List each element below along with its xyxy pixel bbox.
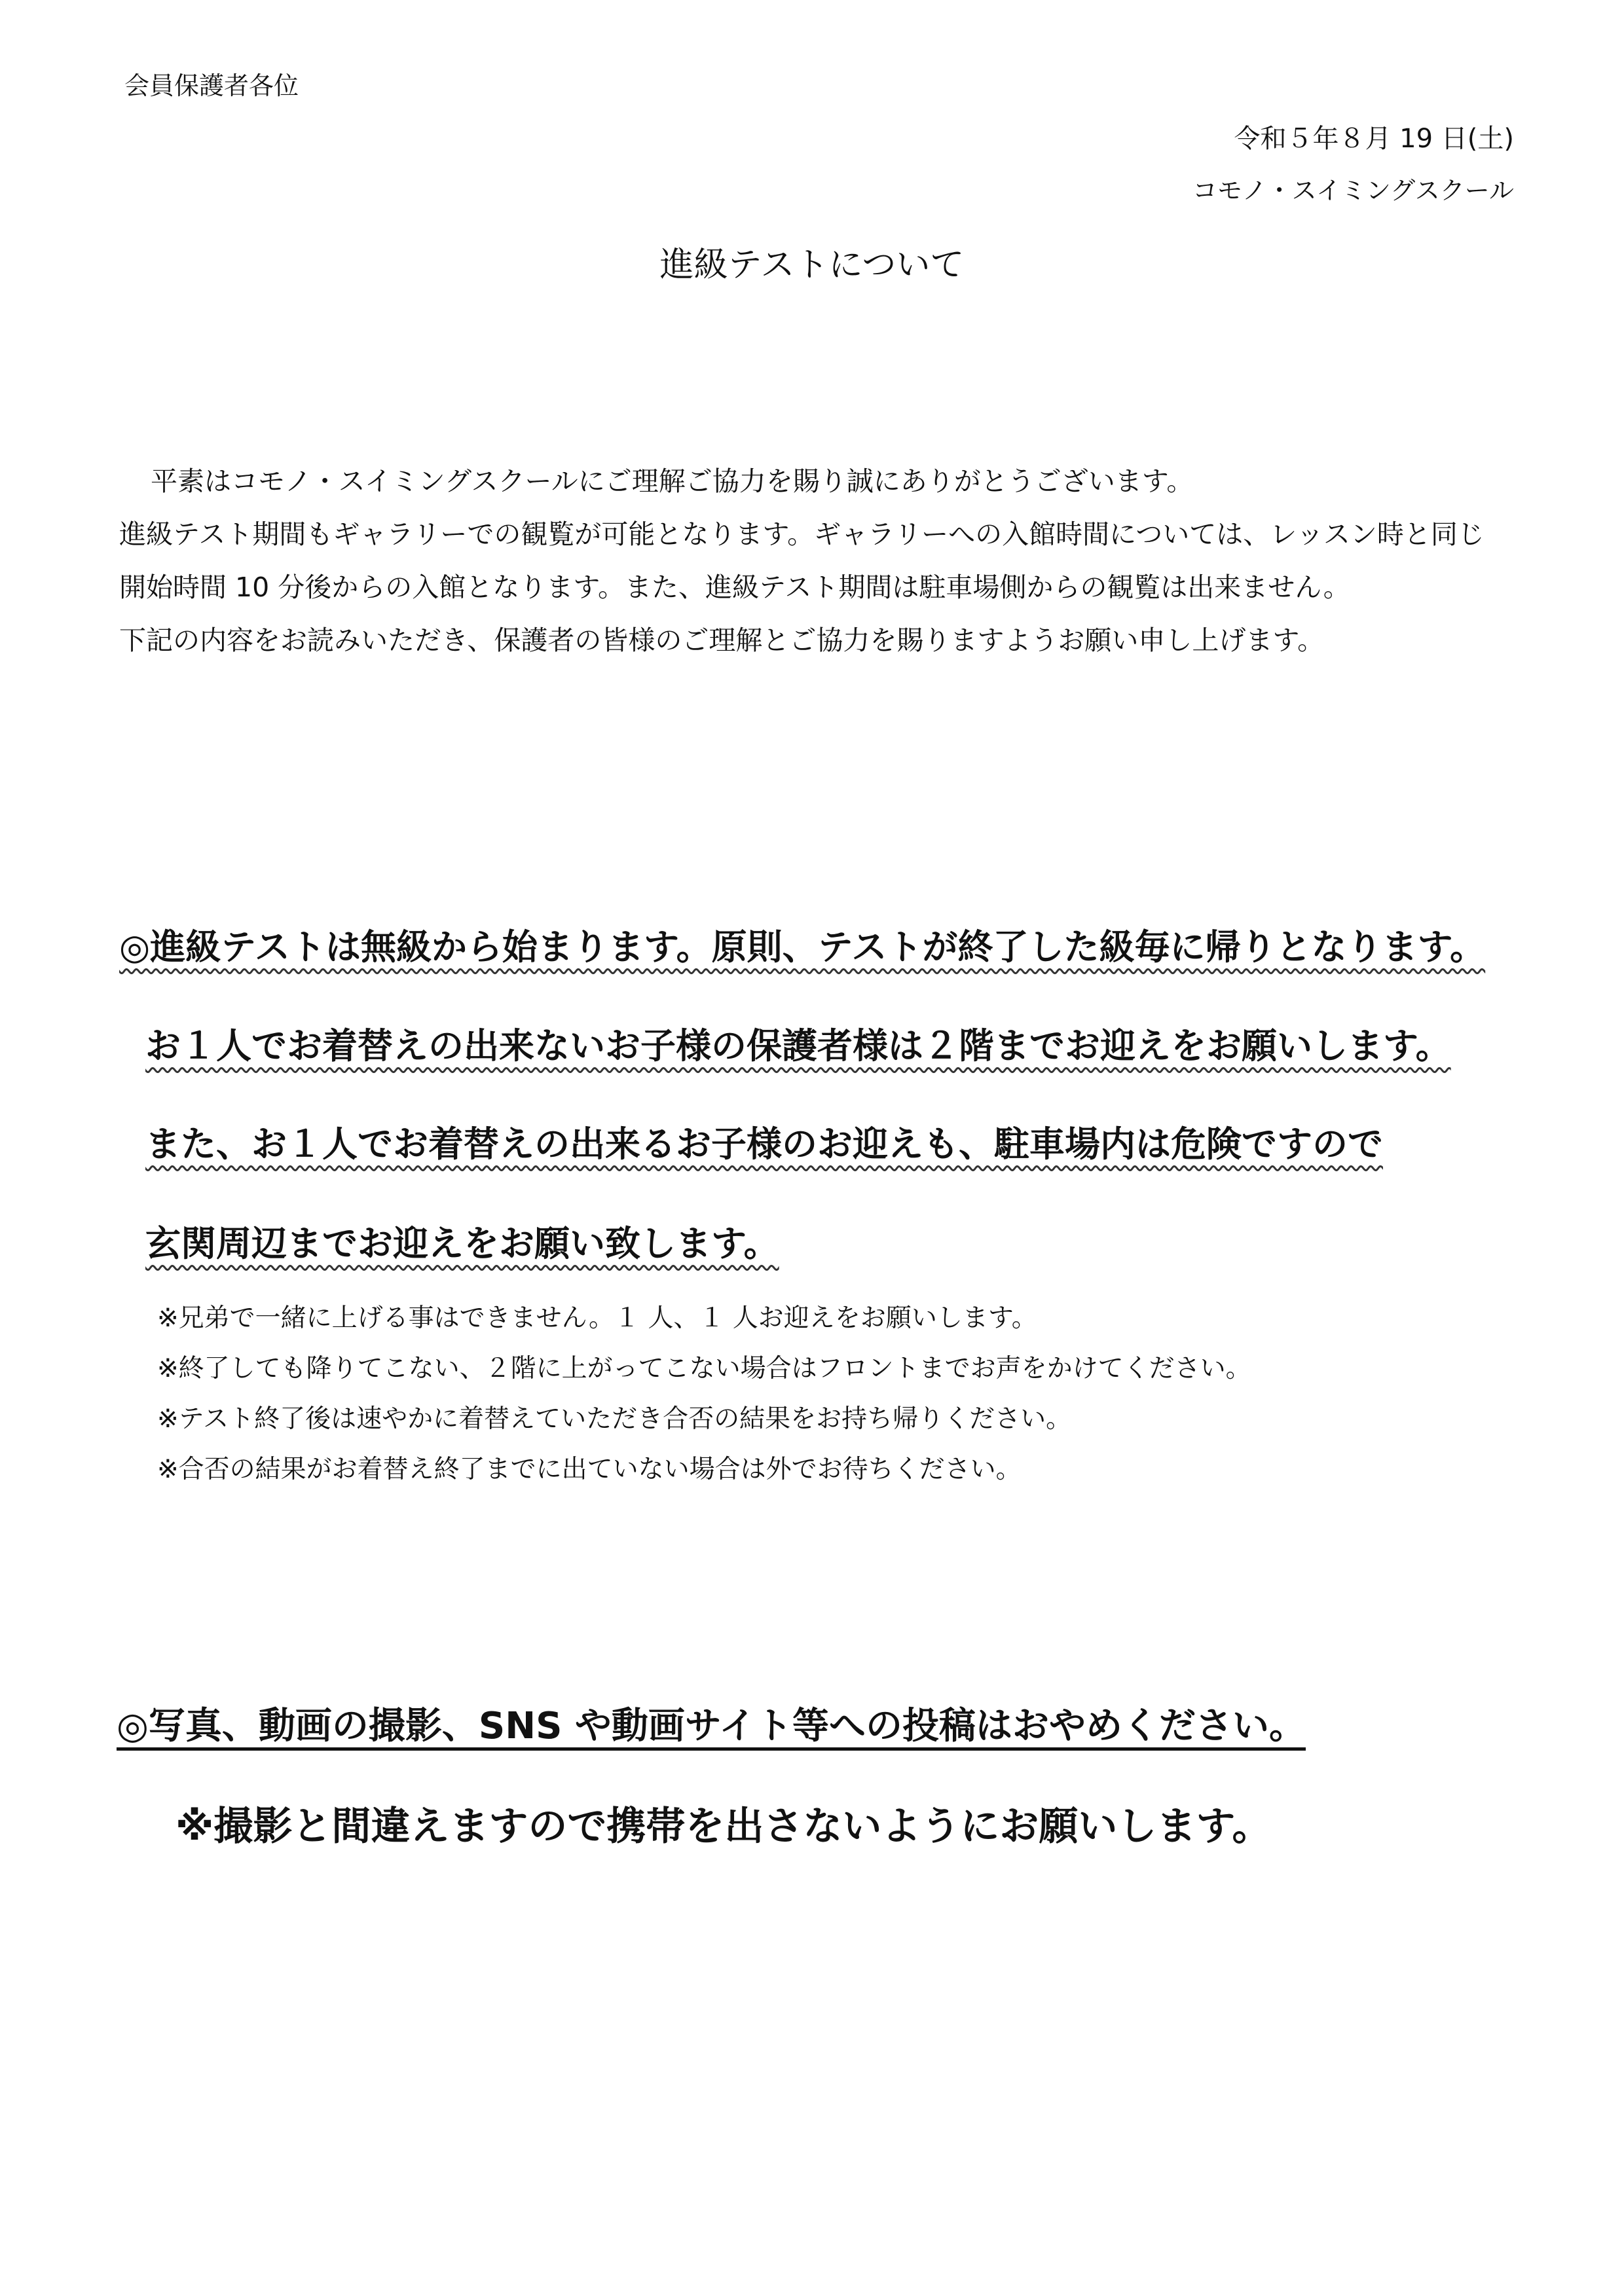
section1-line: お１人でお着替えの出来ないお子様の保護者様は２階までお迎えをお願いします。 xyxy=(145,1025,1451,1066)
section1-notes xyxy=(157,1293,1467,1495)
intro-line: 平素はコモノ・スイミングスクールにご理解ご協力を賜り誠にありがとうございます。 xyxy=(151,465,1194,497)
note-item: ※兄弟で一緒に上げる事はできません。１ 人、１ 人お迎えをお願いします。 xyxy=(157,1303,1037,1333)
note-item: ※終了しても降りてこない、２階に上がってこない場合はフロントまでお声をかけてください。 xyxy=(157,1354,1251,1383)
intro-line: 下記の内容をお読みいただき、保護者の皆様のご理解とご協力を賜りますようお願い申し上げます。 xyxy=(119,625,1325,656)
addressee: 会員保護者各位 xyxy=(124,71,299,100)
organization-name: コモノ・スイミングスクール xyxy=(1192,176,1514,205)
intro-paragraph xyxy=(119,455,1521,667)
issue-date: 令和５年８月 19 日(土) xyxy=(1234,124,1514,154)
section1-line: 玄関周辺までお迎えをお願い致します。 xyxy=(145,1223,779,1264)
note-item: ※合否の結果がお着替え終了までに出ていない場合は外でお待ちください。 xyxy=(157,1455,1022,1484)
document-title: 進級テストについて xyxy=(659,246,965,285)
section2-note: ※撮影と間違えますので携帯を出さないようにお願いします。 xyxy=(175,1804,1272,1850)
section1-heading: ◎進級テストは無級から始まります。原則、テストが終了した級毎に帰りとなります。 xyxy=(119,926,1486,968)
section2-heading: ◎写真、動画の撮影、SNS や動画サイト等への投稿はおやめください。 xyxy=(117,1705,1306,1747)
intro-line: 進級テスト期間もギャラリーでの観覧が可能となります。ギャラリーへの入館時間については、レッスン時と同じ xyxy=(119,519,1485,550)
note-item: ※テスト終了後は速やかに着替えていただき合否の結果をお持ち帰りください。 xyxy=(157,1404,1072,1434)
intro-line: 開始時間 10 分後からの入館となります。また、進級テスト期間は駐車場側からの観覧は出来ません。 xyxy=(119,572,1350,603)
section1-line: また、お１人でお着替えの出来るお子様のお迎えも、駐車場内は危険ですので xyxy=(145,1123,1383,1165)
